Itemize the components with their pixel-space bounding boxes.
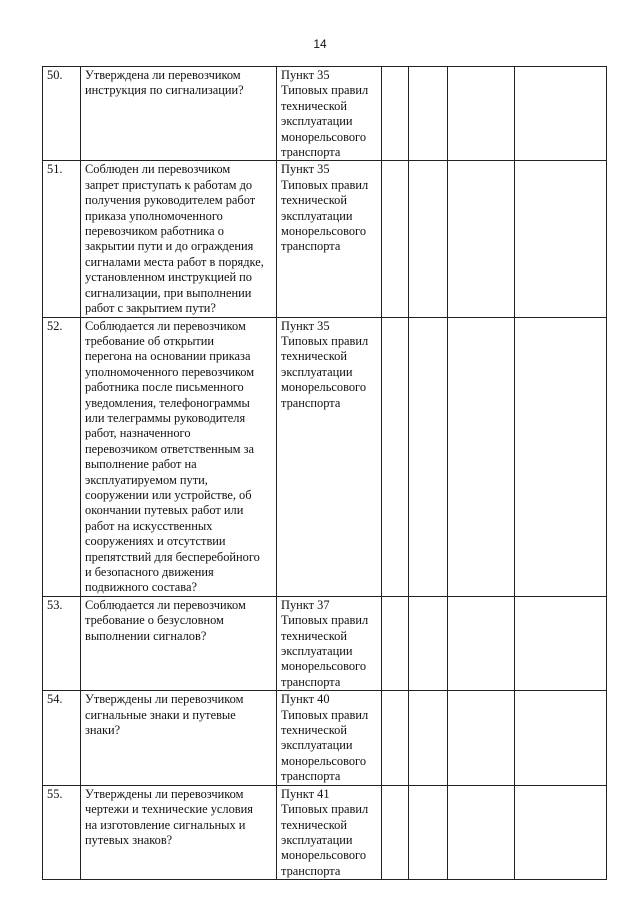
- comment-cell[interactable]: [515, 67, 607, 161]
- legal-reference: Пункт 41 Типовых правил технической эксплуатации монорельсового транспорта: [277, 785, 382, 879]
- answer-yes-cell[interactable]: [382, 161, 409, 317]
- legal-reference: Пункт 35 Типовых правил технической эксплуатации монорельсового транспорта: [277, 161, 382, 317]
- table-row: [43, 317, 607, 596]
- legal-reference: Пункт 37 Типовых правил технической эксплуатации монорельсового транспорта: [277, 596, 382, 690]
- not-applicable-cell[interactable]: [448, 691, 515, 785]
- not-applicable-cell[interactable]: [448, 161, 515, 317]
- answer-no-cell[interactable]: [409, 691, 448, 785]
- answer-no-cell[interactable]: [409, 785, 448, 879]
- comment-cell[interactable]: [515, 596, 607, 690]
- table-row: [43, 161, 607, 317]
- requirement-question: Утверждена ли перевозчиком инструкция по сигнализации?: [81, 67, 277, 161]
- checklist-table: [42, 66, 607, 880]
- legal-reference: Пункт 40 Типовых правил технической эксплуатации монорельсового транспорта: [277, 691, 382, 785]
- answer-yes-cell[interactable]: [382, 67, 409, 161]
- table-row: [43, 691, 607, 785]
- legal-reference: Пункт 35 Типовых правил технической эксплуатации монорельсового транспорта: [277, 67, 382, 161]
- row-number: 52.: [43, 317, 81, 596]
- not-applicable-cell[interactable]: [448, 317, 515, 596]
- comment-cell[interactable]: [515, 785, 607, 879]
- requirement-question: Утверждены ли перевозчиком сигнальные знаки и путевые знаки?: [81, 691, 277, 785]
- answer-no-cell[interactable]: [409, 161, 448, 317]
- comment-cell[interactable]: [515, 691, 607, 785]
- table-row: [43, 596, 607, 690]
- row-number: 53.: [43, 596, 81, 690]
- row-number: 50.: [43, 67, 81, 161]
- answer-yes-cell[interactable]: [382, 691, 409, 785]
- legal-reference: Пункт 35 Типовых правил технической эксплуатации монорельсового транспорта: [277, 317, 382, 596]
- comment-cell[interactable]: [515, 317, 607, 596]
- answer-yes-cell[interactable]: [382, 596, 409, 690]
- row-number: 54.: [43, 691, 81, 785]
- answer-yes-cell[interactable]: [382, 785, 409, 879]
- table-row: [43, 67, 607, 161]
- page-number: 14: [313, 37, 327, 51]
- comment-cell[interactable]: [515, 161, 607, 317]
- requirement-question: Утверждены ли перевозчиком чертежи и технические условия на изготовление сигнальных и путевых знаков?: [81, 785, 277, 879]
- requirement-question: Соблюдается ли перевозчиком требование о безусловном выполнении сигналов?: [81, 596, 277, 690]
- not-applicable-cell[interactable]: [448, 596, 515, 690]
- table-row: [43, 785, 607, 879]
- requirement-question: Соблюден ли перевозчиком запрет приступать к работам до получения руководителем работ приказа уполномоченного перевозчиком работника о закрытии пути и до ограждения сигналами места работ в порядке, установленном инструкцией по сигнализации, при выполнении работ с закрытием пути?: [81, 161, 277, 317]
- row-number: 55.: [43, 785, 81, 879]
- requirement-question: Соблюдается ли перевозчиком требование об открытии перегона на основании приказа уполномоченного перевозчиком работника после письменного уведомления, телефонограммы или телеграммы руководителя работ, назначенного перевозчиком ответственным за выполнение работ на эксплуатируемом пути, сооружении или устройстве, об окончании путевых работ или работ на искусственных сооружениях и отсутствии препятствий для бесперебойного и безопасного движения подвижного состава?: [81, 317, 277, 596]
- not-applicable-cell[interactable]: [448, 67, 515, 161]
- answer-yes-cell[interactable]: [382, 317, 409, 596]
- answer-no-cell[interactable]: [409, 67, 448, 161]
- not-applicable-cell[interactable]: [448, 785, 515, 879]
- row-number: 51.: [43, 161, 81, 317]
- answer-no-cell[interactable]: [409, 317, 448, 596]
- answer-no-cell[interactable]: [409, 596, 448, 690]
